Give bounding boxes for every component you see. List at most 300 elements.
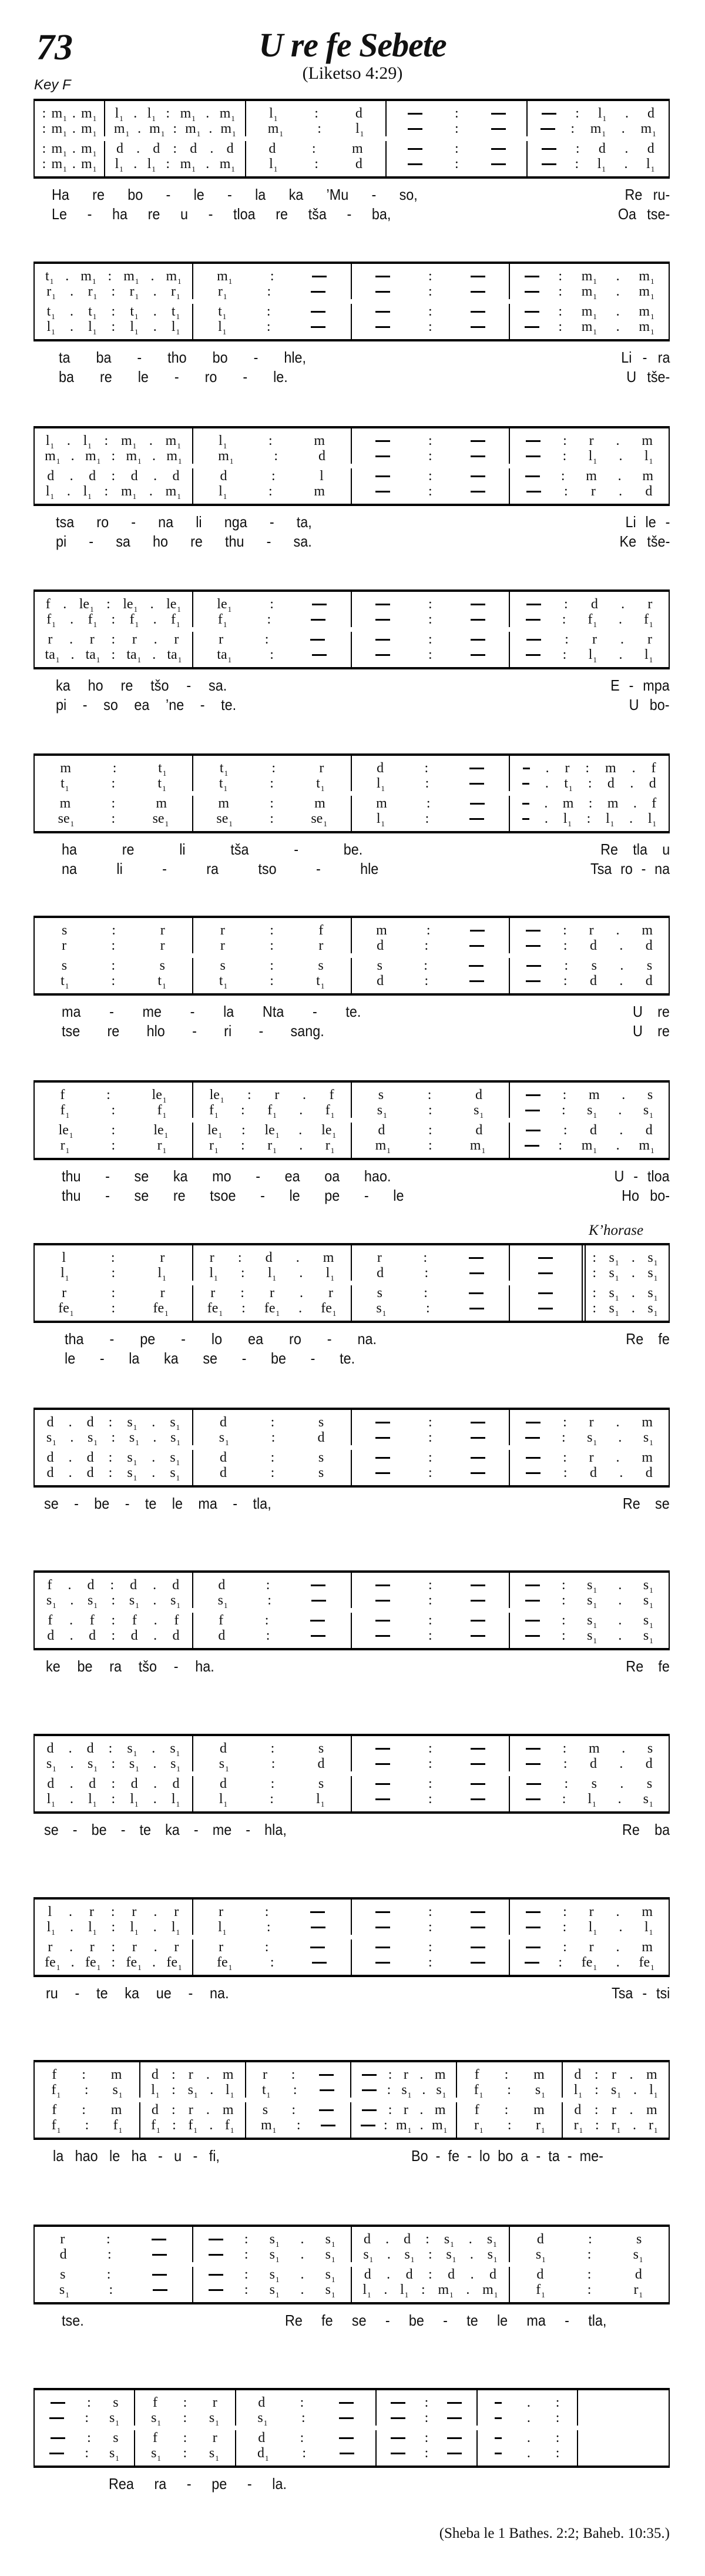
lyric-segment: Ha re bo - le - la ka ’Mu - so, <box>52 186 418 203</box>
colon-token: : <box>387 2082 391 2098</box>
solfa-note: $m_1$ <box>581 1138 597 1155</box>
note-line <box>193 1756 351 1771</box>
solfa-note: d <box>317 1430 325 1445</box>
hold-dash-token <box>526 1947 540 1948</box>
solfa-note: $r_1$ <box>157 1138 167 1155</box>
dot-token: . <box>526 2410 531 2426</box>
octave-mark: 1 <box>137 457 142 465</box>
hold-dash-token <box>471 455 485 457</box>
colon-token: : <box>270 796 274 811</box>
note-line <box>35 958 192 973</box>
dot-token: . <box>70 1430 74 1445</box>
solfa-note: $s_1$ <box>535 2247 546 2264</box>
solfa-note: $m_1$ <box>113 121 130 138</box>
solfa-note: f <box>329 1087 334 1103</box>
colon-token: : <box>111 973 116 989</box>
solfa-note: $l_1$ <box>362 2282 371 2299</box>
solfa-note: $s_1$ <box>647 1265 658 1282</box>
note-line <box>387 156 526 172</box>
dot-token: . <box>152 647 156 662</box>
solfa-note: d <box>574 2102 582 2118</box>
octave-mark: 1 <box>649 655 653 664</box>
music-system <box>33 262 670 341</box>
colon-token: : <box>317 121 321 136</box>
solfa-note: $le_1$ <box>58 1123 73 1140</box>
colon-token: : <box>428 1791 432 1807</box>
colon-token: : <box>314 156 318 172</box>
colon-token: : <box>111 1301 116 1316</box>
note-line <box>578 2430 669 2446</box>
lyric-segment: U re <box>633 1022 670 1040</box>
octave-mark: 1 <box>92 129 97 138</box>
colon-token: : <box>244 2267 249 2282</box>
octave-mark: 1 <box>275 1131 280 1140</box>
colon-token: : <box>173 141 177 156</box>
solfa-note: $m_1$ <box>123 269 139 286</box>
note-line <box>246 2118 351 2133</box>
solfa-note: $s_1$ <box>325 2267 335 2284</box>
solfa-note: s <box>647 1087 653 1103</box>
hold-dash-token <box>469 965 484 967</box>
measure-cell <box>510 468 669 504</box>
treble-pair <box>35 264 669 299</box>
note-line <box>35 121 104 136</box>
hold-dash-token <box>311 326 325 328</box>
note-line <box>193 1430 351 1445</box>
solfa-note: $m_1$ <box>431 2118 448 2135</box>
measure-cell <box>193 1900 352 1935</box>
note-line <box>510 319 669 334</box>
note-line <box>193 647 351 662</box>
colon-token: : <box>563 1415 567 1430</box>
note-line <box>193 1955 351 1970</box>
note-line <box>193 448 351 464</box>
dot-token: . <box>619 448 623 464</box>
solfa-note: r <box>160 1285 165 1301</box>
octave-mark: 1 <box>593 1111 597 1120</box>
colon-token: : <box>82 2067 86 2082</box>
note-line <box>105 141 245 156</box>
octave-mark: 1 <box>650 165 655 173</box>
note-line <box>478 2446 577 2461</box>
solfa-note: $l_1$ <box>218 1920 227 1937</box>
solfa-note: m <box>314 433 325 448</box>
solfa-note: f <box>153 2430 158 2446</box>
octave-mark: 1 <box>162 1096 167 1104</box>
measure-cell <box>528 141 669 176</box>
hold-dash-token <box>375 1783 390 1785</box>
colon-token: : <box>428 1955 432 1970</box>
note-line <box>35 2410 134 2426</box>
note-line <box>352 1791 509 1807</box>
note-line <box>510 938 669 953</box>
note-line <box>193 1123 351 1138</box>
hold-dash-token <box>525 311 539 313</box>
octave-mark: 1 <box>593 277 597 286</box>
measure-cell <box>582 1285 669 1321</box>
bass-pair <box>35 468 669 504</box>
solfa-note: $s_1$ <box>587 1613 597 1630</box>
colon-token: : <box>85 2410 89 2426</box>
measure-cell <box>582 1245 669 1281</box>
solfa-note: $m_1$ <box>219 156 235 173</box>
dot-token: . <box>384 2282 388 2297</box>
solfa-note: $f_1$ <box>217 612 227 629</box>
solfa-note: r <box>62 938 67 953</box>
solfa-note: $f_1$ <box>129 612 139 629</box>
note-line <box>352 1450 509 1465</box>
octave-mark: 1 <box>192 114 196 123</box>
solfa-note: $le_1$ <box>79 597 94 614</box>
treble-pair <box>35 2227 669 2262</box>
lyric-segment: thu - se ka mo - ea oa hao. <box>62 1167 391 1185</box>
dot-token: . <box>70 1756 74 1771</box>
octave-mark: 1 <box>593 457 597 465</box>
solfa-note: $ta_1$ <box>126 647 142 664</box>
octave-mark: 1 <box>222 327 227 336</box>
colon-token: : <box>428 319 432 334</box>
solfa-note: m <box>323 1250 334 1265</box>
solfa-note: $r_1$ <box>611 2118 621 2135</box>
octave-mark: 1 <box>177 655 182 664</box>
octave-mark: 1 <box>92 327 97 336</box>
colon-token: : <box>266 1577 270 1593</box>
colon-token: : <box>428 448 432 464</box>
note-line <box>35 1904 192 1920</box>
bass-pair <box>35 958 669 993</box>
octave-mark: 1 <box>119 114 123 123</box>
solfa-note: $s_1$ <box>643 1628 653 1645</box>
solfa-note: d <box>377 1265 384 1281</box>
hold-dash-token <box>469 1272 484 1274</box>
hold-dash-token <box>319 2074 334 2076</box>
dot-token: . <box>152 1415 156 1430</box>
octave-mark: 1 <box>602 129 606 138</box>
octave-mark: 1 <box>593 620 597 629</box>
octave-mark: 1 <box>615 1274 619 1282</box>
note-line <box>105 156 245 172</box>
lyric-segment: tha - pe - lo ea ro - na. <box>65 1330 377 1348</box>
octave-mark: 1 <box>135 327 139 336</box>
note-line <box>35 468 192 484</box>
octave-mark: 1 <box>610 819 615 828</box>
octave-mark: 1 <box>96 655 100 664</box>
note-line <box>35 2118 139 2133</box>
solfa-note: $fe_1$ <box>153 1301 169 1318</box>
note-line <box>510 1103 669 1118</box>
solfa-note: r <box>612 2067 617 2082</box>
hold-dash-token <box>471 475 485 477</box>
solfa-note: r <box>274 1087 280 1103</box>
solfa-note: $s_1$ <box>587 1103 597 1120</box>
colon-token: : <box>111 284 116 299</box>
solfa-note: r <box>132 632 137 647</box>
solfa-note: s <box>377 958 382 973</box>
octave-mark: 1 <box>479 2126 484 2135</box>
colon-token: : <box>558 304 563 319</box>
octave-mark: 1 <box>410 2255 415 2264</box>
solfa-note: f <box>45 597 51 612</box>
solfa-note: d <box>172 1577 180 1593</box>
note-line <box>510 761 669 776</box>
colon-token: : <box>268 484 273 499</box>
octave-mark: 1 <box>192 165 196 173</box>
colon-token: : <box>428 1939 432 1955</box>
colon-token: : <box>240 1285 244 1301</box>
colon-token: : <box>562 647 567 662</box>
colon-token: : <box>270 958 274 973</box>
solfa-note: $l_1$ <box>46 319 55 336</box>
measure-cell <box>578 2430 669 2466</box>
colon-token: : <box>424 973 429 989</box>
music-box <box>33 916 670 996</box>
short-dash-token <box>495 2417 502 2419</box>
octave-mark: 1 <box>133 1473 137 1482</box>
note-line <box>140 2067 245 2082</box>
colon-token: : <box>244 2282 249 2297</box>
hold-dash-token <box>471 1911 485 1913</box>
octave-mark: 1 <box>615 1258 619 1267</box>
note-line <box>135 2446 234 2461</box>
measure-cell <box>193 1939 352 1975</box>
colon-token: : <box>111 1939 116 1955</box>
hold-dash-token <box>526 604 541 605</box>
solfa-note: $s_1$ <box>325 2232 335 2249</box>
measure-cell <box>35 1939 193 1975</box>
dot-token: . <box>298 1123 303 1138</box>
octave-mark: 1 <box>649 1438 653 1447</box>
measure-cell <box>387 101 528 136</box>
colon-token: : <box>171 2067 176 2082</box>
solfa-note: $s_1$ <box>643 1791 653 1808</box>
solfa-note: d <box>218 1577 226 1593</box>
solfa-note: m <box>588 1087 600 1103</box>
dot-token: . <box>419 2102 424 2118</box>
dot-token: . <box>631 1301 635 1316</box>
note-line <box>510 484 669 499</box>
lyric-segment: tse re hlo - ri - sang. <box>62 1022 324 1040</box>
dot-token: . <box>469 2247 474 2262</box>
octave-mark: 1 <box>579 2126 583 2135</box>
measure-cell <box>193 428 352 464</box>
solfa-note: d <box>589 938 597 953</box>
dot-token: . <box>544 796 548 811</box>
octave-mark: 1 <box>383 1111 387 1120</box>
hold-dash-token <box>526 455 540 457</box>
colon-token: : <box>592 1265 597 1281</box>
octave-mark: 1 <box>92 1928 97 1937</box>
hold-dash-token <box>375 311 390 313</box>
measure-cell <box>352 428 511 464</box>
treble-pair <box>35 1736 669 1771</box>
measure-cell <box>35 428 193 464</box>
hold-dash-token <box>311 619 325 621</box>
colon-token: : <box>271 761 276 776</box>
note-line <box>510 923 669 938</box>
solfa-note: m <box>588 1741 600 1756</box>
note-line <box>193 468 351 484</box>
solfa-note: d <box>645 973 653 989</box>
treble-pair <box>35 1083 669 1118</box>
bass-pair <box>35 1123 669 1158</box>
solfa-note: $m_1$ <box>639 284 654 301</box>
octave-mark: 1 <box>92 149 97 158</box>
solfa-note: $l_1$ <box>588 647 597 664</box>
note-line <box>193 433 351 448</box>
solfa-note: d <box>86 1741 94 1756</box>
note-line <box>193 1450 351 1465</box>
colon-token: : <box>270 923 274 938</box>
measure-cell <box>510 796 669 831</box>
solfa-note: $m_1$ <box>81 121 97 138</box>
octave-mark: 1 <box>227 655 232 664</box>
note-line <box>35 796 192 811</box>
solfa-note: $l_1$ <box>325 1265 334 1282</box>
dot-token: . <box>616 269 620 284</box>
solfa-note: $l_1$ <box>267 1265 277 1282</box>
octave-mark: 1 <box>649 1111 653 1120</box>
measure-cell <box>193 1083 352 1118</box>
dot-token: . <box>153 1756 157 1771</box>
colon-token: : <box>428 1138 432 1153</box>
solfa-note: $f_1$ <box>536 2282 545 2299</box>
octave-mark: 1 <box>52 1764 56 1773</box>
hold-dash-token <box>375 1422 390 1423</box>
measure-cell <box>35 796 193 831</box>
note-line <box>582 1301 669 1316</box>
dot-token: . <box>470 2267 474 2282</box>
note-line <box>457 2067 562 2082</box>
solfa-note: r <box>589 1939 594 1955</box>
dot-token: . <box>616 1138 620 1153</box>
page-title: U re fe Sebete <box>258 26 446 64</box>
solfa-note: $s_1$ <box>129 1593 139 1610</box>
octave-mark: 1 <box>152 165 156 173</box>
note-line <box>352 1123 509 1138</box>
note-line <box>510 1465 669 1480</box>
dot-token: . <box>620 632 624 647</box>
solfa-note: $l_1$ <box>157 1265 166 1282</box>
octave-mark: 1 <box>176 1601 180 1610</box>
solfa-note: $fe_1$ <box>126 1955 142 1972</box>
solfa-note: $s_1$ <box>444 2232 454 2249</box>
solfa-note: d <box>47 1628 55 1643</box>
note-line <box>193 1577 351 1593</box>
octave-mark: 1 <box>592 1800 596 1808</box>
octave-mark: 1 <box>51 1800 55 1808</box>
dot-token: . <box>72 106 76 121</box>
solfa-note: $m_1$ <box>218 448 234 465</box>
note-line <box>510 1430 669 1445</box>
colon-token: : <box>428 1465 432 1480</box>
hold-dash-token <box>469 783 484 785</box>
music-system <box>33 1080 670 1160</box>
dot-token: . <box>137 121 142 136</box>
hold-dash-token <box>491 128 506 130</box>
dot-token: . <box>617 1791 622 1807</box>
octave-mark: 1 <box>266 2091 271 2099</box>
dot-token: . <box>153 1791 157 1807</box>
music-box <box>33 2388 670 2468</box>
octave-mark: 1 <box>220 1096 224 1104</box>
colon-token: : <box>428 1577 432 1593</box>
measure-cell <box>510 428 669 464</box>
measure-cell <box>528 101 669 136</box>
octave-mark: 1 <box>652 129 656 138</box>
octave-mark: 1 <box>214 1274 218 1282</box>
colon-token: : <box>302 2446 306 2461</box>
measure-cell <box>352 958 511 993</box>
solfa-note: m <box>646 2102 657 2118</box>
note-line <box>105 106 245 121</box>
colon-token: : <box>592 1250 597 1265</box>
colon-token: : <box>507 2082 511 2098</box>
colon-token: : <box>87 2395 91 2410</box>
colon-token: : <box>555 2430 560 2446</box>
solfa-note: $l_1$ <box>647 811 657 828</box>
solfa-note: $l_1$ <box>606 811 615 828</box>
colon-token: : <box>111 958 116 973</box>
solfa-note: $f_1$ <box>88 612 98 629</box>
dot-token: . <box>70 284 74 299</box>
octave-mark: 1 <box>51 327 55 336</box>
solfa-note: l <box>62 1250 66 1265</box>
solfa-note: r <box>212 2430 217 2446</box>
octave-mark: 1 <box>96 457 101 465</box>
colon-token: : <box>592 1285 597 1301</box>
solfa-note: $m_1$ <box>165 484 181 501</box>
note-line <box>35 1301 192 1316</box>
octave-mark: 1 <box>152 114 156 123</box>
note-line <box>377 2446 476 2461</box>
note-line <box>563 2082 669 2098</box>
solfa-note: d <box>317 1756 325 1771</box>
note-line <box>193 1415 351 1430</box>
dot-token: . <box>153 1613 157 1628</box>
solfa-note: $l_1$ <box>219 433 227 450</box>
note-line <box>510 612 669 627</box>
colon-token: : <box>108 1415 113 1430</box>
measure-cell <box>510 1285 581 1321</box>
dot-token: . <box>69 1776 73 1791</box>
colon-token: : <box>111 1613 116 1628</box>
solfa-note: $s_1$ <box>127 1465 137 1482</box>
octave-mark: 1 <box>279 129 283 138</box>
octave-mark: 1 <box>196 129 201 138</box>
solfa-note: m <box>434 2102 446 2118</box>
note-line <box>352 1250 509 1265</box>
lyric-segment: U tše- <box>626 368 670 386</box>
hold-dash-token <box>471 1635 485 1637</box>
dot-token: . <box>616 1939 620 1955</box>
measure-cell <box>35 2267 193 2302</box>
note-line <box>236 2395 376 2410</box>
colon-token: : <box>595 2082 599 2098</box>
note-line <box>352 1593 509 1608</box>
measure-cell <box>193 632 352 667</box>
measure-cell <box>193 264 352 299</box>
dot-token: . <box>209 121 213 136</box>
solfa-note: $t_1$ <box>219 761 229 778</box>
solfa-note: $m_1$ <box>267 121 283 138</box>
octave-mark: 1 <box>320 982 325 990</box>
solfa-note: r <box>219 1904 224 1920</box>
dot-token: . <box>153 468 157 484</box>
octave-mark: 1 <box>541 2091 545 2099</box>
octave-mark: 1 <box>65 1111 70 1120</box>
colon-token: : <box>110 1577 115 1593</box>
solfa-note: $s_1$ <box>609 1285 619 1302</box>
